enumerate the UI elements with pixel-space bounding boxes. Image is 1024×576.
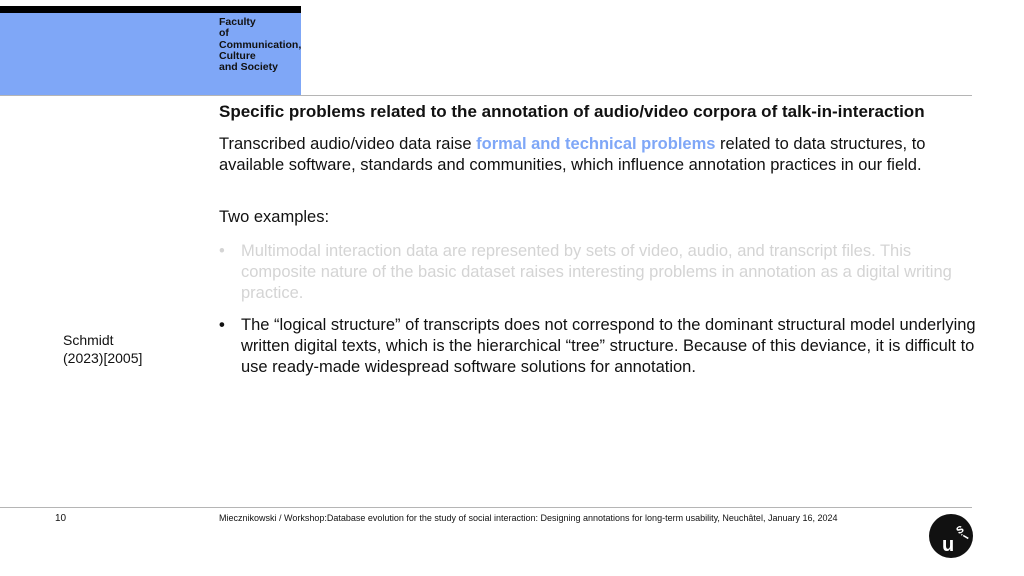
faculty-line: Communication,: [219, 38, 302, 51]
bullet-item-multimodal: [219, 241, 979, 304]
logo-letter-u: u: [942, 534, 955, 556]
faculty-line: Faculty: [219, 16, 256, 28]
bullet-text: The “logical structure” of transcripts does not correspond to the dominant structural model underlying written digital texts, which is the hierarchical “tree” structure. Because of this deviance, it is difficult to use ready-made widespread software solutions for annotation.: [241, 316, 976, 376]
header-divider: [0, 95, 972, 96]
intro-highlight: formal and technical problems: [476, 135, 716, 153]
intro-paragraph: [219, 134, 979, 176]
citation-line: Schmidt: [63, 332, 114, 348]
intro-text-start: Transcribed audio/video data raise: [219, 135, 477, 153]
slide-title: Specific problems related to the annotation of audio/video corpora of talk-in-interaction: [219, 102, 925, 121]
usi-logo: [929, 514, 973, 558]
faculty-line: and Society: [219, 61, 278, 74]
logo-letter-s: s: [952, 520, 967, 538]
bullet-dot: •: [219, 242, 225, 260]
header-black-bar: [0, 6, 301, 13]
footer-divider: [0, 507, 972, 508]
intro-text-end: related to data structures, to available software, standards and communities, which influence annotation practices in our field.: [219, 135, 926, 174]
faculty-line: Culture: [219, 49, 256, 62]
citation-line: (2023)[2005]: [63, 350, 143, 366]
logo-letter-i: i: [959, 532, 972, 542]
bullet-dot: •: [219, 316, 225, 334]
bullet-text: Multimodal interaction data are represented by sets of video, audio, and transcript files. This composite nature of the basic dataset raises interesting problems in annotation as a digital writing practice.: [241, 242, 952, 302]
citation-reference: [63, 331, 142, 367]
faculty-name: [219, 17, 301, 73]
footer-text: Miecznikowski / Workshop:Database evolution for the study of social interaction: Designing annotations for long-term usability, Neuchâtel, January 16, 2024: [219, 513, 838, 523]
examples-heading: Two examples:: [219, 208, 330, 226]
page-number: 10: [55, 513, 67, 524]
faculty-line: of: [219, 27, 229, 40]
bullet-item-logical-structure: [219, 315, 979, 378]
